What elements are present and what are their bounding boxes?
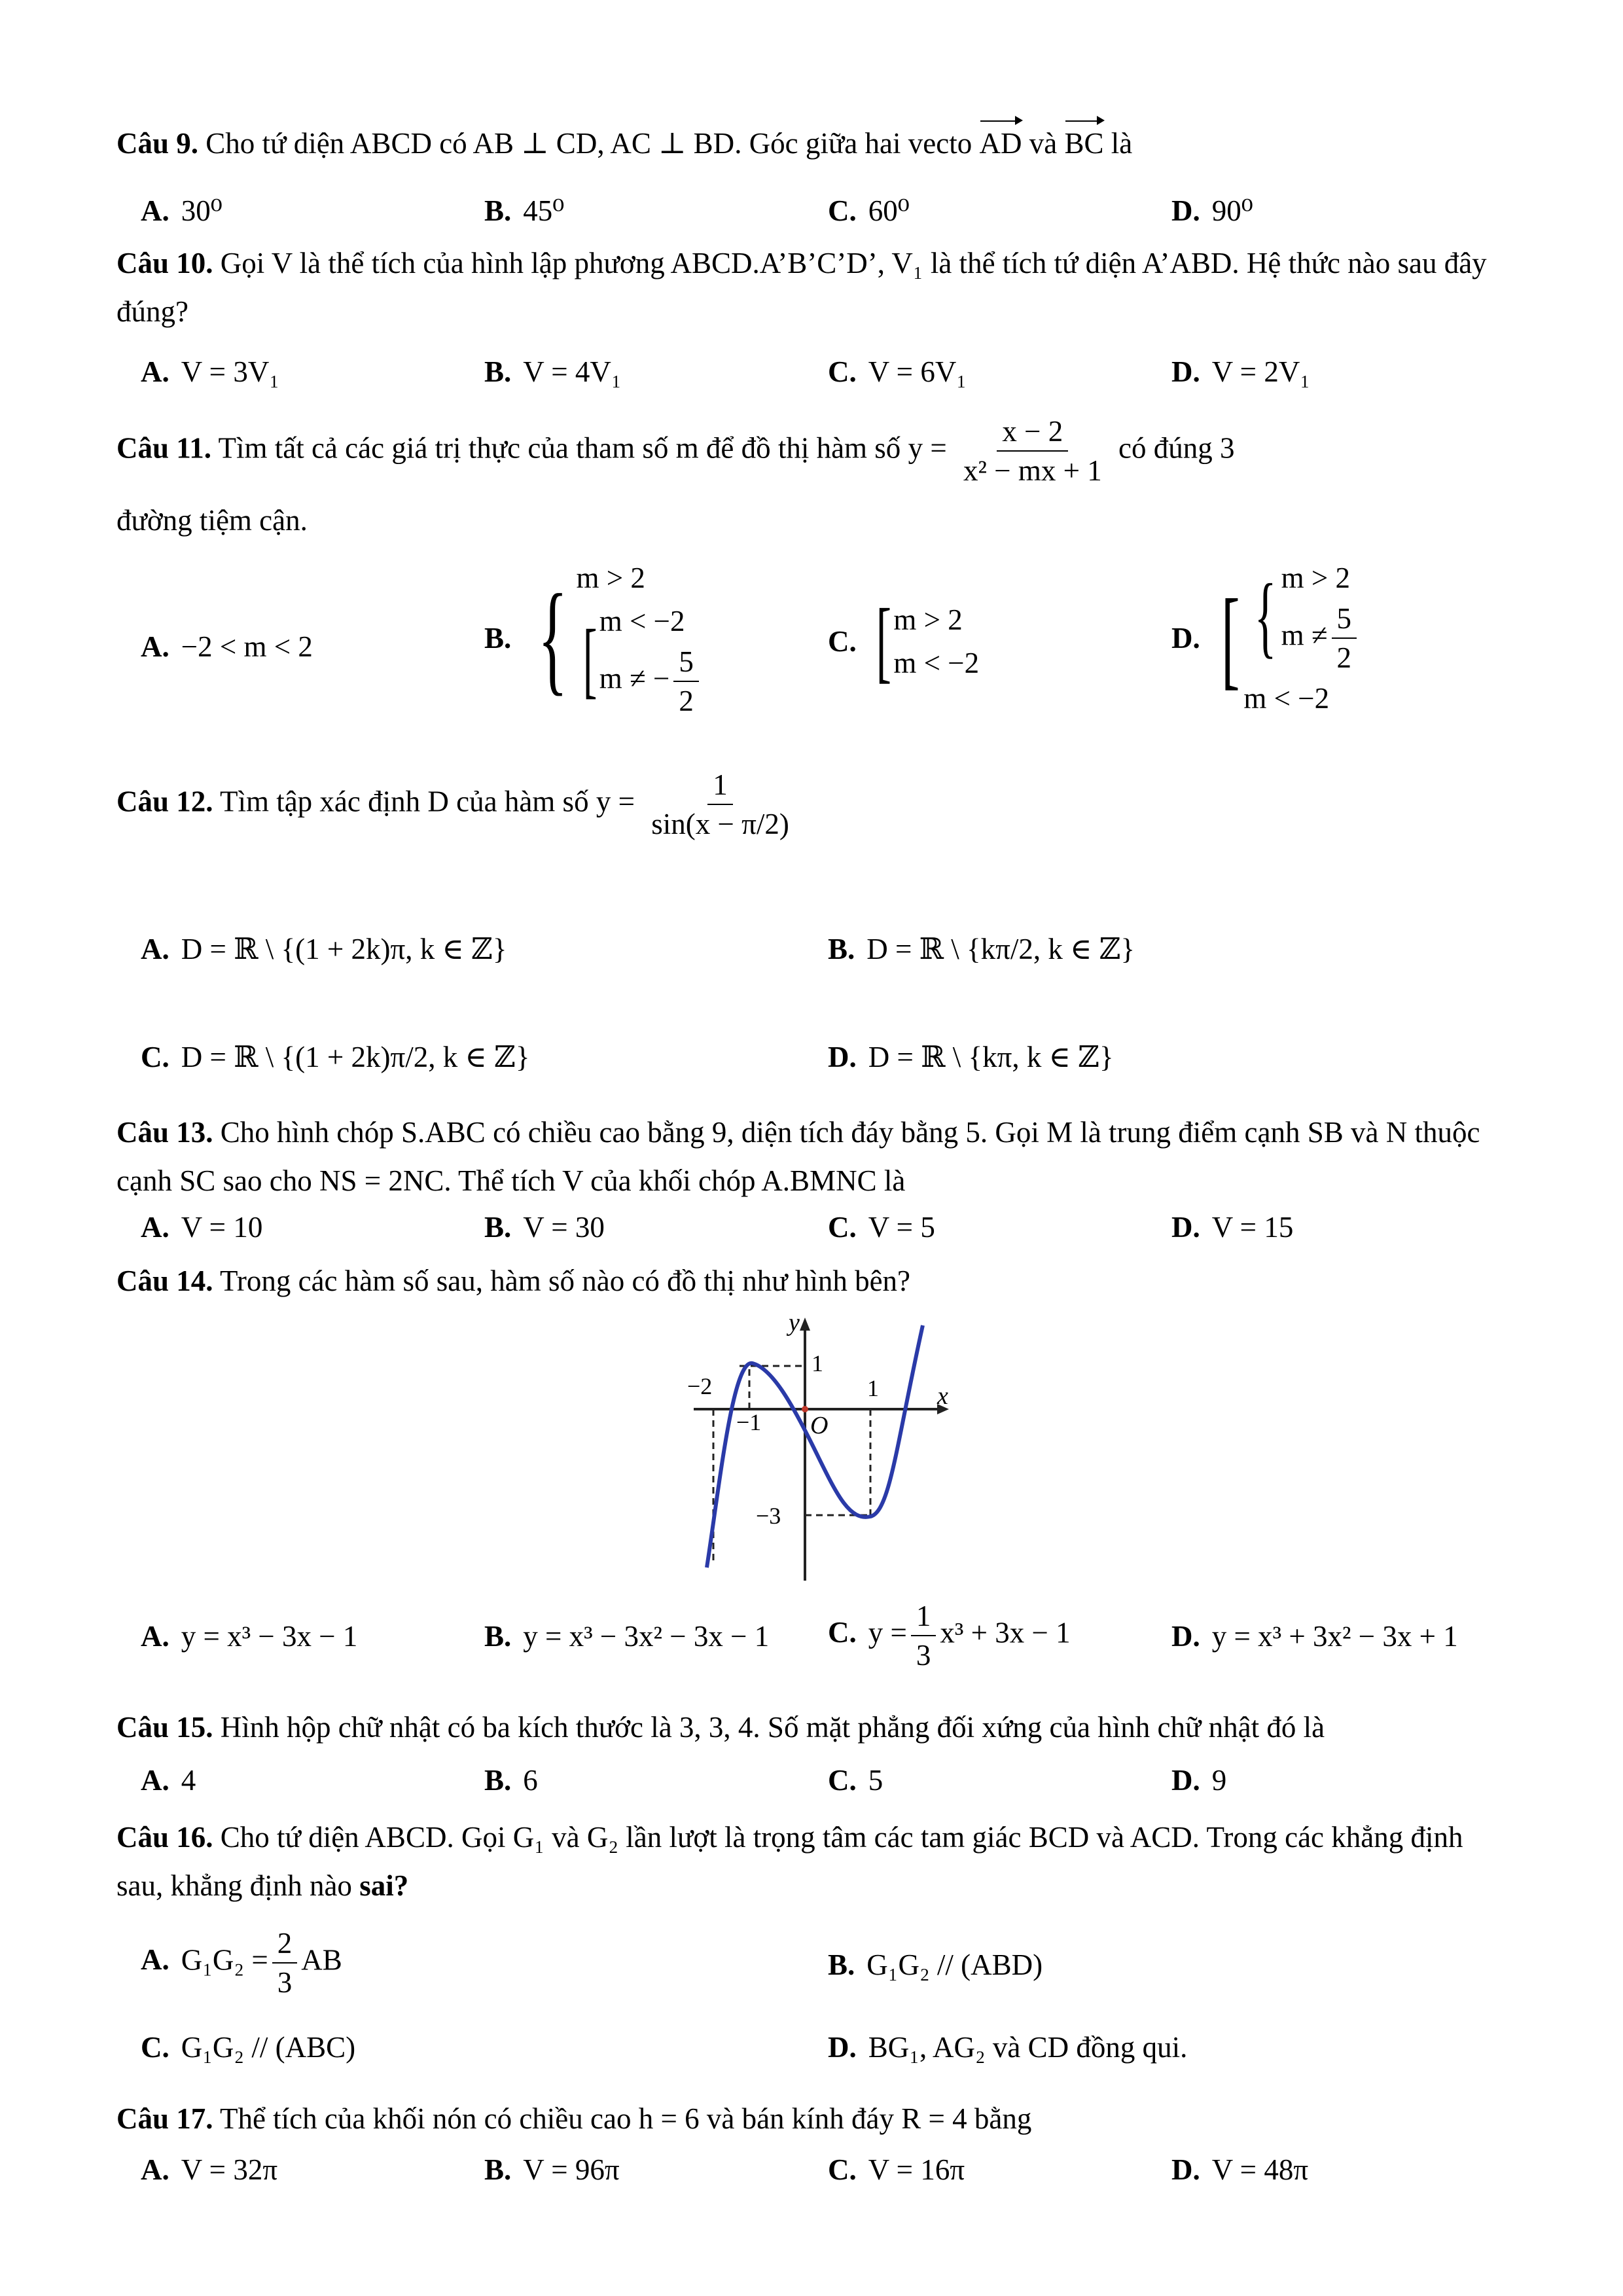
option-a[interactable]: A. y = x³ − 3x − 1: [141, 1620, 358, 1653]
question-number: Câu 14.: [116, 1265, 213, 1297]
fraction: $\frac{x - 2}{\text{x² − mx + 1}}$: [958, 412, 1107, 490]
vector-ad: AD: [979, 119, 1022, 168]
question-10: [116, 239, 1512, 336]
emphasis-word: sai?: [359, 1869, 409, 1902]
option-c[interactable]: C. V = 5: [828, 1211, 935, 1244]
option-d[interactable]: D. V = 15: [1171, 1211, 1294, 1244]
conjunction: và: [1029, 127, 1058, 160]
question-12: [116, 766, 1512, 843]
option-d[interactable]: D. D = ℝ \ {kπ, k ∈ ℤ}: [828, 1041, 1114, 1073]
option-c[interactable]: C. D = ℝ \ {(1 + 2k)π/2, k ∈ ℤ}: [141, 1041, 530, 1073]
bracket-icon: [: [1221, 577, 1240, 700]
question-text: Thể tích của khối nón có chiều cao h = 6 và bán kính đáy R = 4 bằng: [219, 2102, 1032, 2135]
origin-point: [802, 1406, 808, 1412]
cubic-graph: [681, 1312, 955, 1587]
question-11-line2: đường tiệm cận.: [116, 504, 308, 537]
option-d[interactable]: D. 9: [1171, 1764, 1227, 1797]
question-number: Câu 11.: [116, 431, 212, 465]
fraction: $\frac{1}{\sin(x - \pi/2)}$: [646, 766, 794, 843]
y-label: y: [789, 1312, 800, 1336]
question-number: Câu 17.: [116, 2102, 213, 2135]
option-a[interactable]: A. V = 10: [141, 1211, 263, 1244]
x-label: x: [937, 1382, 948, 1410]
math-y: y =: [596, 785, 635, 818]
brace-icon: {: [538, 569, 568, 707]
question-text: Tìm tập xác định D của hàm số: [219, 785, 589, 818]
label-minus-3: −3: [756, 1503, 781, 1529]
option-d[interactable]: D. V = 2V₁: [1171, 355, 1310, 388]
vector-bc: BC: [1064, 119, 1103, 168]
question-text: . Góc giữa hai vecto: [734, 127, 972, 160]
option-d[interactable]: D. V = 48π: [1171, 2153, 1309, 2186]
option-b[interactable]: B. 6: [484, 1764, 538, 1797]
option-a[interactable]: A. V = 3V₁: [141, 355, 279, 388]
option-c[interactable]: C. 60⁰: [828, 194, 910, 227]
math-y: y =: [908, 431, 947, 465]
option-d[interactable]: D. 90⁰: [1171, 194, 1253, 227]
question-text: Cho tứ diện ABCD. Gọi G₁ và G₂ lần lượt là trọng tâm các tam giác BCD và ACD. Trong các khẳng định sau, khẳng định nào: [116, 1821, 1463, 1902]
math-condition: AB ⊥ CD, AC ⊥ BD: [473, 127, 735, 160]
question-text: Gọi V là thể tích của hình lập phương ABCD.A’B’C’D’, V₁ là thể tích tứ diện A’ABD. Hệ thức nào sau đây đúng?: [116, 247, 1487, 328]
option-a[interactable]: A. −2 < m < 2: [141, 630, 313, 663]
label-1-y: 1: [812, 1350, 823, 1376]
option-d[interactable]: D. y = x³ + 3x² − 3x + 1: [1171, 1620, 1458, 1653]
option-b[interactable]: B. 45⁰: [484, 194, 565, 227]
bracket-icon: [: [876, 590, 891, 692]
option-c[interactable]: C. [ m > 2 m < −2: [828, 590, 980, 692]
option-a[interactable]: A. V = 32π: [141, 2153, 278, 2186]
option-d[interactable]: D. [ { m > 2 m ≠ $\frac{5}{2}$ m < −2: [1171, 556, 1361, 720]
question-text: Cho hình chóp S.ABC có chiều cao bằng 9, diện tích đáy bằng 5. Gọi M là trung điểm cạnh SB và N thuộc cạnh SC sao cho NS = 2NC. Thể tích V của khối chóp A.BMNC là: [116, 1116, 1480, 1197]
option-c[interactable]: C. V = 6V₁: [828, 355, 967, 388]
question-text: có đúng 3: [1118, 431, 1235, 465]
question-number: Câu 9.: [116, 127, 199, 160]
question-13: [116, 1108, 1512, 1205]
brace-icon: {: [1255, 565, 1277, 667]
option-b[interactable]: B. y = x³ − 3x² − 3x − 1: [484, 1620, 770, 1653]
question-text: Hình hộp chữ nhật có ba kích thước là 3, 3, 4. Số mặt phẳng đối xứng của hình chữ nhật đó là: [220, 1711, 1325, 1744]
question-9: [116, 119, 1512, 168]
option-a[interactable]: A. G₁G₂ = $\frac{2}{3}$ AB: [141, 1924, 342, 2001]
label-minus-1: −1: [736, 1409, 762, 1435]
question-text: Tìm tất cả các giá trị thực của tham số m để đồ thị hàm số: [218, 431, 901, 465]
question-text: Cho tứ diện ABCD có: [205, 127, 467, 160]
option-b[interactable]: B. D = ℝ \ {kπ/2, k ∈ ℤ}: [828, 933, 1135, 965]
option-b[interactable]: B. G₁G₂ // (ABD): [828, 1948, 1043, 1981]
option-d[interactable]: D. BG₁, AG₂ và CD đồng qui.: [828, 2031, 1188, 2064]
bracket-icon: [: [583, 613, 597, 707]
option-c[interactable]: C. G₁G₂ // (ABC): [141, 2031, 356, 2064]
option-b[interactable]: B. V = 4V₁: [484, 355, 622, 388]
option-a[interactable]: A. 4: [141, 1764, 196, 1797]
question-text: là: [1111, 127, 1133, 160]
label-minus-2: −2: [687, 1373, 713, 1399]
option-b[interactable]: B. { m > 2 [ m < −2 m ≠ − $\frac{5}{2}$: [484, 556, 703, 720]
question-number: Câu 13.: [116, 1116, 213, 1149]
question-number: Câu 10.: [116, 247, 213, 279]
question-14: [116, 1257, 1512, 1305]
option-a[interactable]: A. 30⁰: [141, 194, 223, 227]
option-a[interactable]: A. D = ℝ \ {(1 + 2k)π, k ∈ ℤ}: [141, 933, 507, 965]
question-text: Trong các hàm số sau, hàm số nào có đồ thị như hình bên?: [219, 1265, 911, 1297]
option-b[interactable]: B. V = 30: [484, 1211, 605, 1244]
question-number: Câu 12.: [116, 785, 213, 818]
question-17: [116, 2094, 1512, 2143]
label-1-x: 1: [867, 1375, 879, 1401]
option-c[interactable]: C. 5: [828, 1764, 883, 1797]
question-number: Câu 15.: [116, 1711, 213, 1744]
origin-label: O: [810, 1412, 829, 1439]
question-number: Câu 16.: [116, 1821, 213, 1854]
question-16: [116, 1813, 1512, 1910]
question-15: [116, 1703, 1512, 1751]
option-c[interactable]: C. y = $\frac{1}{3}$ x³ + 3x − 1: [828, 1597, 1071, 1674]
question-11: [116, 412, 1512, 490]
y-axis-arrow-icon: [800, 1318, 810, 1331]
option-b[interactable]: B. V = 96π: [484, 2153, 620, 2186]
option-c[interactable]: C. V = 16π: [828, 2153, 965, 2186]
